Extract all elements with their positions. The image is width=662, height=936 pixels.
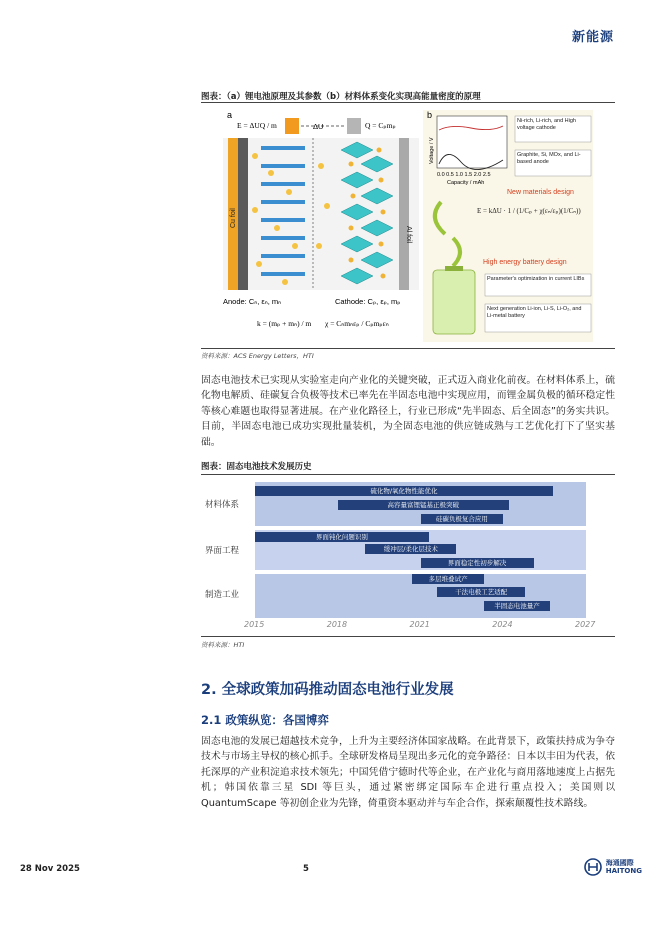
cathode-info-text: Ni-rich, Li-rich, and High voltage cathode xyxy=(517,118,576,131)
param-info-text: Parameter's optimization in current LIBs xyxy=(487,276,585,282)
haitong-logo-icon xyxy=(584,858,602,876)
figure1-source: 资料来源：ACS Energy Letters，HTI xyxy=(201,352,314,360)
figure1-top-rule xyxy=(201,102,615,103)
body-paragraph-1: 固态电池技术已实现从实验室走向产业化的关键突破，正式迈入商业化前夜。在材料体系上，硫化物电解质、硅碳复合负极等技术已率先在半固态电池中实现应用，而锂金属负极的循环稳定性等核心难题也取得显著进展。在产业化路径上，行业已形成“先半固态、后全固态”的务实共识。目前，半固态电池已成功实现批量装机，为全固态电池的供应链成熟与工艺优化打下了坚实基础。 xyxy=(201,375,615,448)
subsection-title: 2.1 政策纵览：各国博弈 xyxy=(201,713,329,727)
figure1-bottom-rule xyxy=(201,348,615,349)
body-paragraph-2: 固态电池的发展已超越技术竞争，上升为主要经济体国家战略。在此背景下，政策扶持成为争夺技术与市场主导权的核心抓手。全球研发格局呈现出多元化的竞争路径：日本以丰田为代表，依托深厚的产业积淀追求技术领先；中国凭借宁德时代等企业，在产业化与商用落地速度上占据先机；韩国依靠三星 SDI 等巨头，通过紧密绑定国际车企进行重点投入；美国则以 QuantumScape 等初创企业为先锋，倚重资本驱动并与车企合作，探索颠覆性技术路线。 xyxy=(201,736,615,809)
figure2-top-rule xyxy=(201,474,615,475)
group-label-manufacturing: 制造工业 xyxy=(205,590,240,600)
timeline-tick-label: 2021 xyxy=(409,620,430,629)
panel-b-tag: b xyxy=(427,110,433,120)
timeline-tick-label: 2015 xyxy=(244,620,265,629)
figure2-caption: 图表：固态电池技术发展历史 xyxy=(201,462,312,472)
delta-u-label: ΔU xyxy=(313,122,324,131)
cu-foil-label: Cu foil xyxy=(230,208,237,228)
capacity-equation: Q = Cₚmₚ xyxy=(365,121,396,130)
timeline-bar: 界面钝化问题识别 xyxy=(255,532,429,542)
development-timeline-chart xyxy=(201,478,615,628)
brand-label: 新能源 xyxy=(571,30,614,45)
cathode-block xyxy=(347,118,361,134)
figure2-bottom-rule xyxy=(201,636,615,637)
voltage-axis-label: Voltage / V xyxy=(429,137,435,164)
section-title: 2. 全球政策加码推动固态电池行业发展 xyxy=(201,682,454,698)
logo-cn: 海通國際 xyxy=(605,859,634,867)
anode-layer xyxy=(238,138,248,290)
cathode-parameters: Cathode: Cₚ, εₚ, mₚ xyxy=(335,297,401,306)
timeline-bar: 多层堆叠试产 xyxy=(412,574,484,584)
group-label-interface: 界面工程 xyxy=(205,546,240,556)
page-number: 5 xyxy=(303,864,309,874)
group-label-materials: 材料体系 xyxy=(205,500,240,510)
battery-principle-figure xyxy=(201,106,615,344)
timeline-tick-label: 2027 xyxy=(575,620,596,629)
figure2-source: 资料来源：HTI xyxy=(201,641,245,649)
timeline-tick-label: 2018 xyxy=(326,620,348,629)
battery-icon xyxy=(433,270,475,334)
haitong-logo xyxy=(584,858,642,876)
timeline-tick-label: 2024 xyxy=(492,620,513,629)
footer-date: 28 Nov 2025 xyxy=(20,864,80,874)
high-energy-label: High energy battery design xyxy=(483,259,567,266)
anode-info-text: Graphite, Si, MOx, and Li-based anode xyxy=(517,152,581,165)
panel-a-tag: a xyxy=(227,110,233,120)
next-gen-info-text: Next generation Li-ion, Li-S, Li-O₂, and Li-metal battery xyxy=(487,306,582,319)
logo-en: HAITONG xyxy=(605,867,642,875)
cell-background xyxy=(223,138,419,290)
anode-block xyxy=(285,118,299,134)
energy-design-equation: E = kΔU · 1 / (1/Cₚ + χ(εₙ/εₚ)(1/Cₙ)) xyxy=(477,207,581,215)
timeline-bar: 硅碳负极复合应用 xyxy=(421,514,504,524)
k-equation: k = (mₚ + mₙ) / m xyxy=(257,319,312,328)
voltage-plot-frame xyxy=(437,116,507,168)
timeline-bar: 半固态电池量产 xyxy=(484,601,550,611)
new-materials-label: New materials design xyxy=(507,189,574,196)
chi-equation: χ = Cₙmₙεₚ / Cₚmₚεₙ xyxy=(325,319,389,328)
figure1-caption: 图表：（a）锂电池原理及其参数（b）材料体系变化实现高能量密度的原理 xyxy=(201,92,481,102)
timeline-bar: 干法电极工艺适配 xyxy=(437,587,525,597)
timeline-bar: 高容量富锂锰基正极突破 xyxy=(338,500,509,510)
timeline-bar: 界面稳定性初步解决 xyxy=(421,558,534,568)
capacity-ticks: 0.0 0.5 1.0 1.5 2.0 2.5 xyxy=(437,172,491,178)
al-foil xyxy=(399,138,409,290)
energy-equation: E = ΔUQ / m xyxy=(237,121,277,130)
al-foil-label: Al foil xyxy=(405,226,412,244)
timeline-bar: 硫化物/氧化物性能优化 xyxy=(255,486,553,496)
capacity-axis-label: Capacity / mAh xyxy=(447,180,485,186)
timeline-bar: 缓冲层/柔化层技术 xyxy=(365,544,456,554)
anode-parameters: Anode: Cₙ, εₙ, mₙ xyxy=(223,297,282,306)
